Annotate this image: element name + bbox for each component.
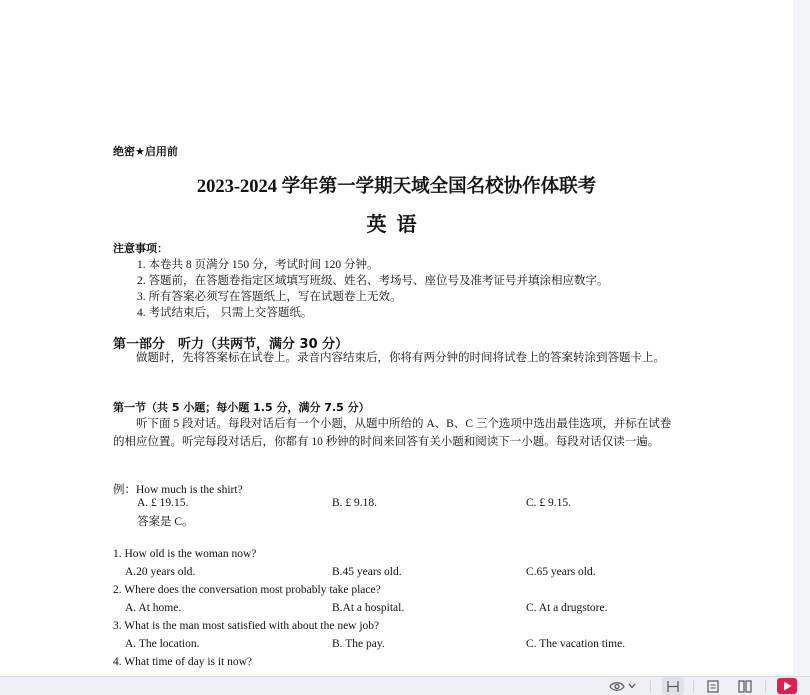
- play-icon[interactable]: [777, 678, 797, 694]
- question-3: 3. What is the man most satisfied with about the new job?: [113, 620, 380, 632]
- part1-heading: 第一部分 听力（共两节，满分 30 分）: [113, 337, 349, 352]
- q1-option-b: B.45 years old.: [332, 566, 402, 578]
- eye-icon[interactable]: [606, 677, 628, 695]
- exam-title: 2023-2024 学年第一学期天域全国名校协作体联考: [196, 177, 597, 197]
- question-2: 2. Where does the conversation most probably take place?: [113, 584, 381, 596]
- subject-title: 英语: [366, 212, 427, 236]
- q2-option-a: A. At home.: [125, 602, 182, 614]
- chevron-down-icon[interactable]: [627, 677, 637, 695]
- section1-heading: 第一节（共 5 小题；每小题 1.5 分，满分 7.5 分）: [113, 401, 370, 414]
- q1-option-c: C.65 years old.: [526, 566, 596, 578]
- example-answer: 答案是 C。: [137, 516, 194, 528]
- fit-page-icon[interactable]: [662, 677, 684, 695]
- note-item: 2. 答题前，在答题卷指定区域填写班级、姓名、考场号、座位号及准考证号并填涂相应数字。: [137, 275, 609, 287]
- single-page-icon[interactable]: [702, 677, 724, 695]
- q3-option-a: A. The location.: [125, 638, 200, 650]
- q1-option-a: A.20 years old.: [125, 566, 196, 578]
- vertical-scrollbar[interactable]: [793, 0, 810, 676]
- note-item: 4. 考试结束后， 只需上交答题纸。: [137, 307, 313, 319]
- secret-mark: 绝密★启用前: [113, 145, 178, 158]
- two-page-icon[interactable]: [734, 677, 756, 695]
- part1-instruction: 做题时，先将答案标在试卷上。录音内容结束后，你将有两分钟的时间将试卷上的答案转涂到答题卡上。: [136, 352, 665, 364]
- toolbar-divider: [650, 680, 651, 692]
- question-1: 1. How old is the woman now?: [113, 548, 257, 560]
- notes-heading: 注意事项：: [113, 242, 168, 255]
- note-item: 1. 本卷共 8 页满分 150 分，考试时间 120 分钟。: [137, 259, 379, 271]
- q3-option-b: B. The pay.: [332, 638, 385, 650]
- example-option-c: C. £ 9.15.: [526, 497, 572, 509]
- q2-option-c: C. At a drugstore.: [526, 602, 608, 614]
- section1-instruction: 听下面 5 段对话。每段对话后有一个小题，从题中所给的 A、B、C 三个选项中选出最佳选项，并标在试卷的相应位置。听完每段对话后，你都有 10 秒钟的时间来回答有关小题和阅读下一小题。每段对话仅读一遍。: [113, 418, 672, 448]
- question-4: 4. What time of day is it now?: [113, 656, 253, 668]
- q3-option-c: C. The vacation time.: [526, 638, 626, 650]
- q2-option-b: B.At a hospital.: [332, 602, 405, 614]
- toolbar-divider: [693, 680, 694, 692]
- example-prompt: 例：How much is the shirt?: [113, 484, 243, 496]
- bottom-toolbar: [0, 676, 810, 695]
- toolbar-divider: [765, 680, 766, 692]
- example-option-a: A. £ 19.15.: [137, 497, 189, 509]
- example-option-b: B. £ 9.18.: [332, 497, 378, 509]
- note-item: 3. 所有答案必须写在答题纸上，写在试题卷上无效。: [137, 291, 402, 303]
